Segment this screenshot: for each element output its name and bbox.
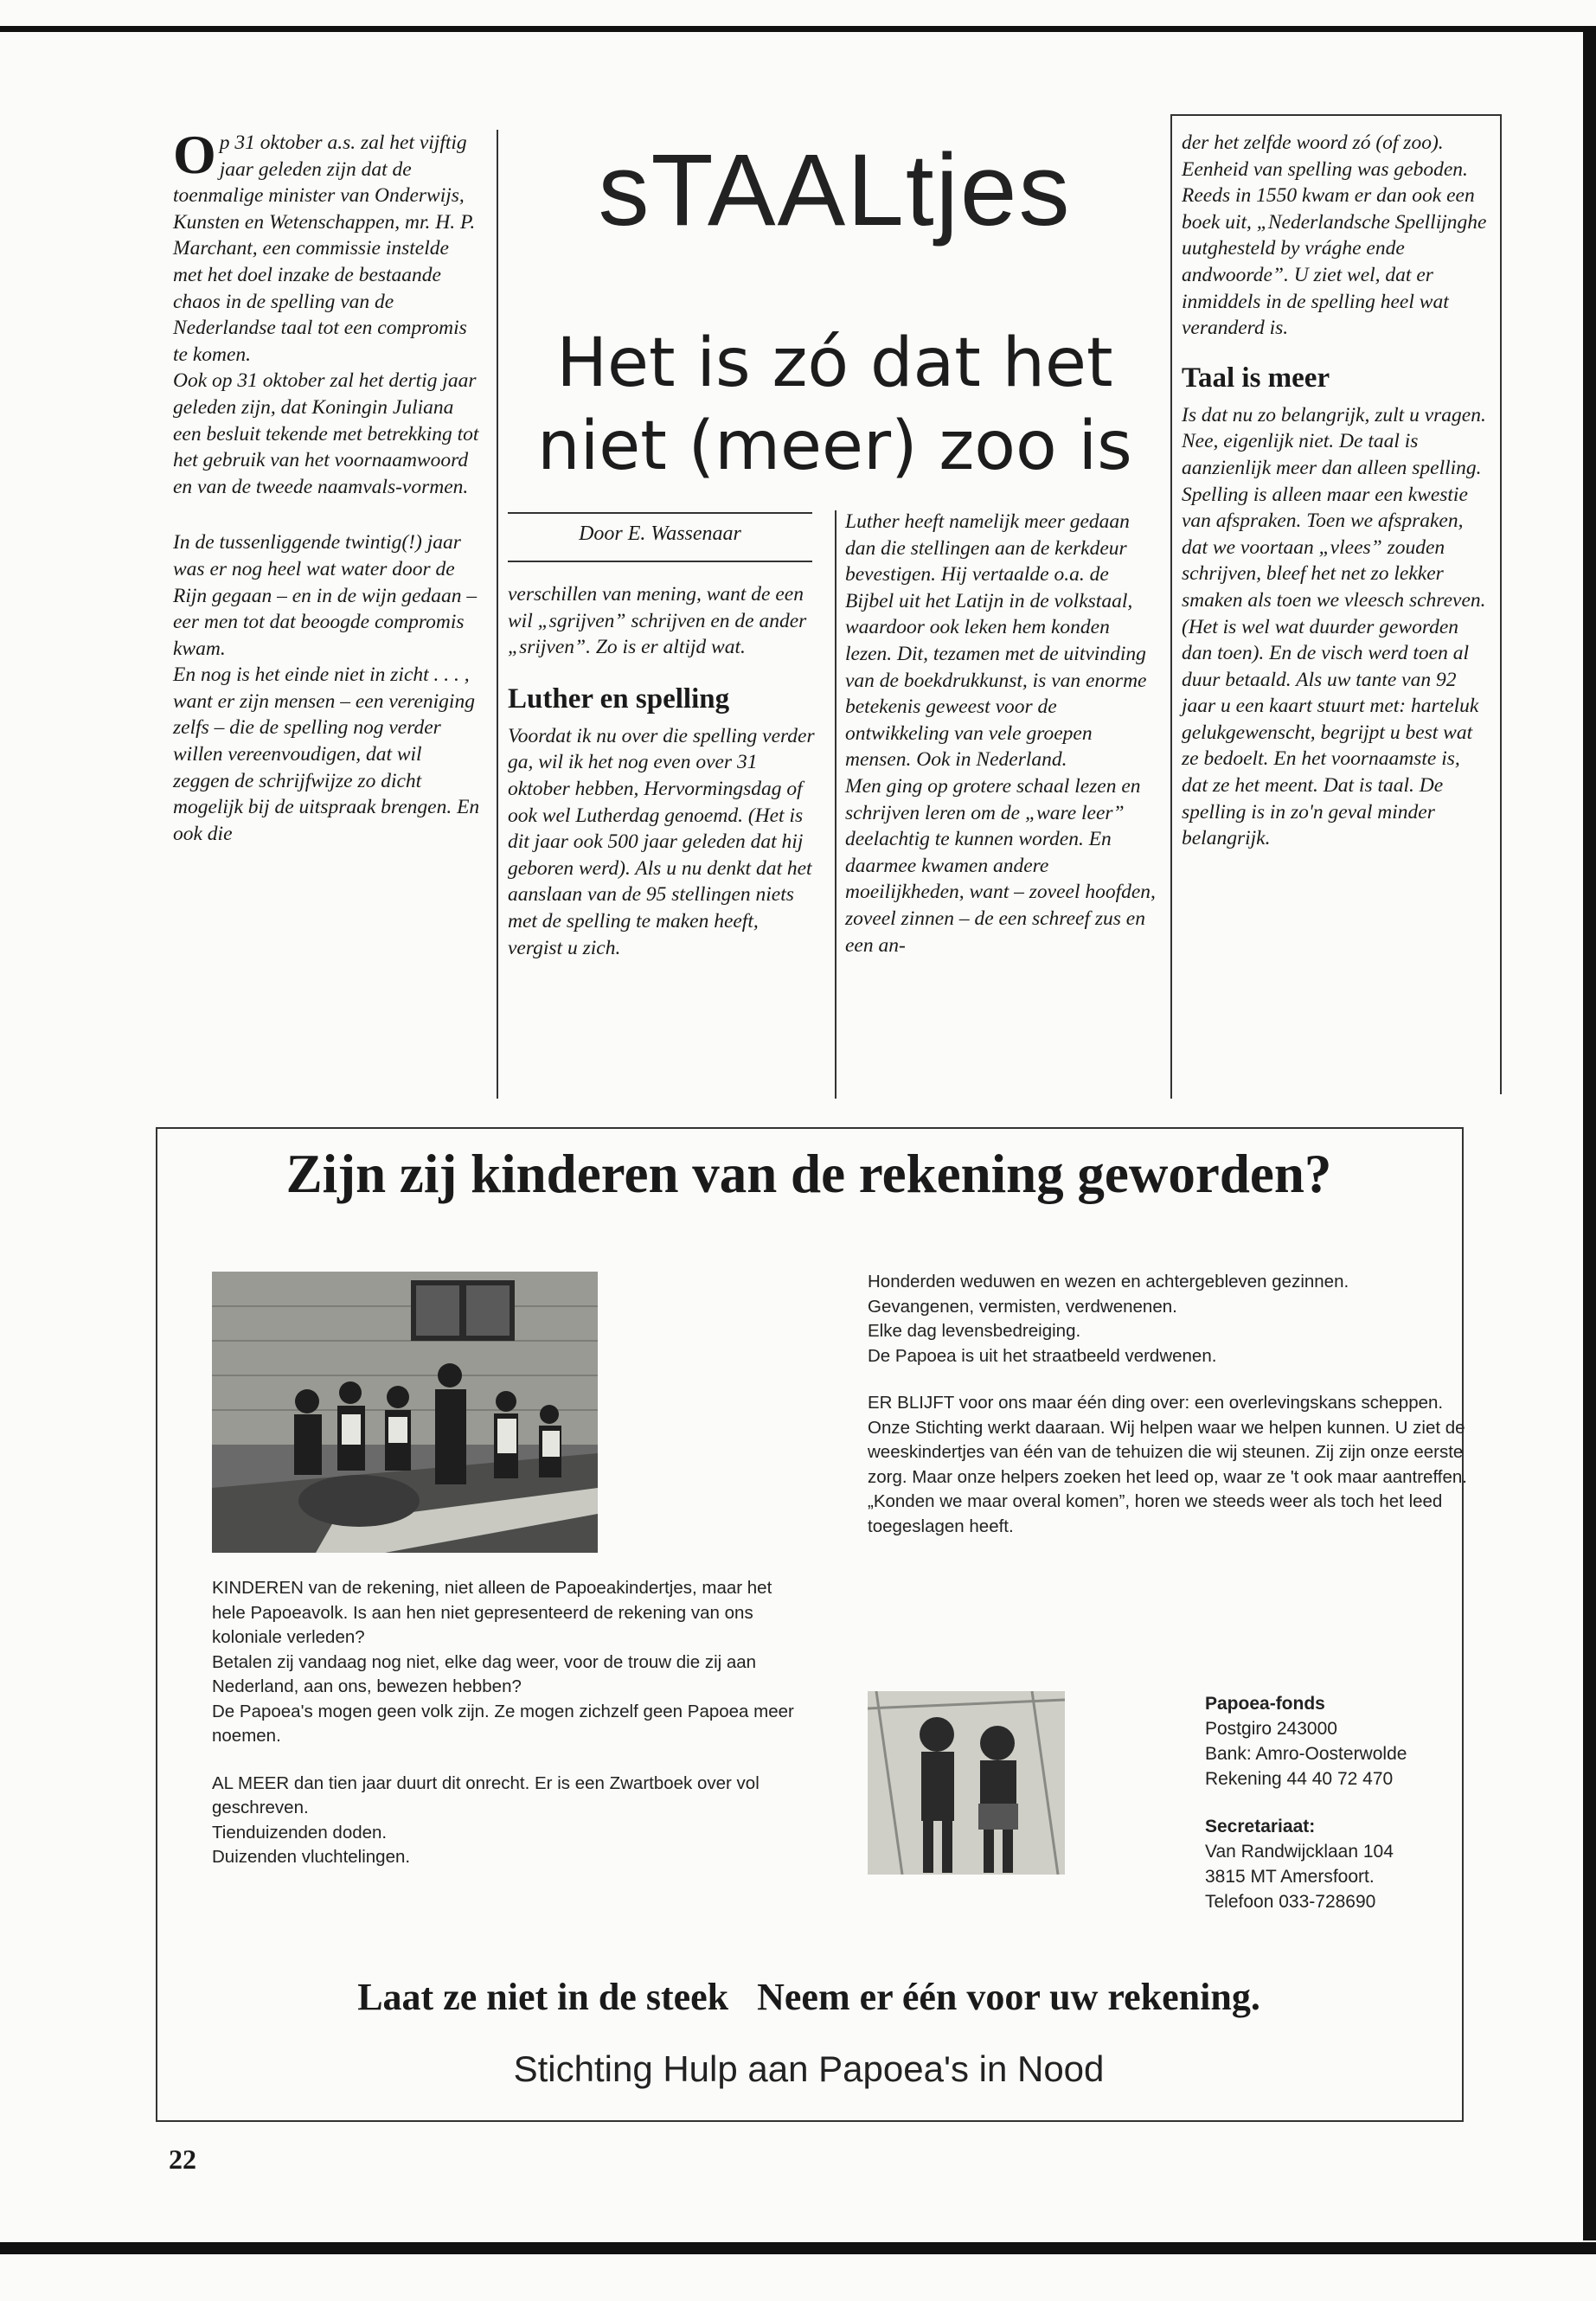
col4-paragraph-1: der het zelfde woord zó (of zoo). Eenheid van spelling was geboden. Reeds in 1550 kwam er dan ook een boek uit, „Nederlandsche Spellijnghe uutghesteld by vrághe ende andwoorde”. U ziet wel, dat er inmiddels in de spelling heel wat veranderd is. xyxy=(1182,131,1487,340)
col1-paragraph-3: In de tussenliggende twintig(!) jaar was er nog heel wat water door de Rijn gegaan – en in de wijn gedaan – eer men tot dat beoogde compromis kwam. xyxy=(173,531,478,660)
ad-left-p4: AL MEER dan tien jaar duurt dit onrecht. Er is een Zwartboek over vol geschreven. xyxy=(212,1772,760,1817)
contact-block xyxy=(1205,1691,1465,1914)
ad-right-p2: Gevangenen, vermisten, verdwenenen. xyxy=(868,1296,1177,1317)
page-number: 22 xyxy=(169,2144,196,2175)
orphanage-photo-illustration xyxy=(212,1272,598,1553)
drop-cap: O xyxy=(173,124,216,185)
column-divider-3 xyxy=(1170,114,1172,1099)
byline: Door E. Wassenaar xyxy=(579,522,741,545)
col3-paragraph-1: Luther heeft namelijk meer gedaan dan die stellingen aan de kerkdeur bevestigen. Hij vertaalde o.a. de Bijbel uit het Latijn in de volkstaal, waardoor ook leken hem konden lezen. Dit, tezamen met de uitvinding van de boekdrukkunst, is van enorme betekenis geweest voor de ontwikkeling van vele groepen mensen. Ook in Nederland. xyxy=(845,510,1147,772)
article-column-4 xyxy=(1182,130,1490,852)
ad-right-text xyxy=(868,1270,1473,1539)
bottom-border-rule xyxy=(0,2242,1596,2254)
top-border-rule xyxy=(0,26,1596,32)
subhead-taal: Taal is meer xyxy=(1182,362,1330,394)
secretariat-street: Van Randwijcklaan 104 xyxy=(1205,1842,1394,1862)
col1-paragraph-1: Op 31 oktober a.s. zal het vijftig jaar geleden zijn dat de toenmalige minister van Onderwijs, Kunsten en Wetenschappen, mr. H. P. Marchant, een commissie instelde met het doel inzake de bestaande chaos in de spelling van de Nederlandse taal tot een compromis te komen. xyxy=(173,124,476,366)
col3-paragraph-2: Men ging op grotere schaal lezen en schrijven leren om de „ware leer” deelachtig te kunnen worden. En daarmee kwamen andere moeilijkheden, want – zoveel hoofden, zoveel zinnen – de een schreef zus en een an- xyxy=(845,774,1156,957)
col4-paragraph-2: Is dat nu zo belangrijk, zult u vragen. Nee, eigenlijk niet. De taal is aanzienlijk meer dan alleen spelling. Spelling is alleen maar een kwestie van afspraken. Toen we afspraken, dat we voortaan „vlees” zouden schrijven, bleef het net zo lekker smaken als toen we vleesch schreven. (Het is wel wat duurder geworden dan toen). En de visch werd toen al duur betaald. Als uw tante van 92 jaar u een kaart stuurt met: harteluk gelukgewenscht, begrijpt u best wat ze bedoelt. En het voornaamste is, dat ze het meent. Dat is taal. De spelling is in zo'n geval minder belangrijk. xyxy=(1182,403,1486,850)
right-border-rule xyxy=(1583,26,1596,2240)
col4-top-rule xyxy=(1172,114,1501,116)
article-headline: Het is zó dat het niet (meer) zoo is xyxy=(537,324,1132,485)
ad-left-p3: De Papoea's mogen geen volk zijn. Ze mogen zichzelf geen Papoea meer noemen. xyxy=(212,1701,794,1746)
ad-left-p1: KINDEREN van de rekening, niet alleen de Papoeakindertjes, maar het hele Papoeavolk. Is aan hen niet gepresenteerd de rekening van ons koloniale verleden? xyxy=(212,1578,772,1647)
col2-intro: verschillen van mening, want de een wil „sgrijven” schrijven en de ander „srijven”. Zo is er altijd wat. xyxy=(508,583,807,659)
column-divider-1 xyxy=(497,130,498,1099)
col1-paragraph-2: Ook op 31 oktober zal het dertig jaar geleden zijn, dat Koningin Juliana een besluit tekende met betrekking tot het gebruik van het voornaamwoord en van de tweede naamvals-vormen. xyxy=(173,369,479,498)
column-logo: sTAALtjes xyxy=(598,133,1072,247)
byline-top-rule xyxy=(508,512,812,514)
article-column-1 xyxy=(173,124,481,847)
ad-left-p2: Betalen zij vandaag nog niet, elke dag weer, voor de trouw die zij aan Nederland, aan ons, bewezen hebben? xyxy=(212,1651,757,1696)
ad-right-p4: De Papoea is uit het straatbeeld verdwenen. xyxy=(868,1345,1217,1366)
fund-title: Papoea-fonds xyxy=(1205,1694,1325,1714)
ad-left-p6: Duizenden vluchtelingen. xyxy=(212,1847,411,1867)
fund-account: Rekening 44 40 72 470 xyxy=(1205,1769,1394,1789)
ad-headline: Zijn zij kinderen van de rekening geworden? xyxy=(285,1144,1332,1204)
foundation-name: Stichting Hulp aan Papoea's in Nood xyxy=(513,2048,1105,2089)
photo-two-children xyxy=(868,1691,1065,1875)
children-photo-illustration xyxy=(868,1691,1065,1875)
col1-paragraph-4: En nog is het einde niet in zicht . . . , want er zijn mensen – een vereniging zelfs – die de spelling nog verder willen vereenvoudigen, dat wil zeggen de schrijfwijze zo dicht mogelijk bij de uitspraak brengen. En ook die xyxy=(173,663,480,845)
ad-right-p5: ER BLIJFT voor ons maar één ding over: een overlevingskans scheppen. Onze Stichting werkt daaraan. Wij helpen waar we helpen kunnen. U ziet de weeskindertjes van één van de tehuizen die wij steunen. Zij zijn onze eerste zorg. Maar onze helpers zoeken het leed op, waar ze 't ook maar aantreffen. „Konden we maar overal komen”, horen we steeds weer als toch het leed toegeslagen heeft. xyxy=(868,1393,1467,1536)
ad-left-p5: Tienduizenden doden. xyxy=(212,1822,388,1843)
subhead-luther: Luther en spelling xyxy=(508,683,730,715)
column-divider-2 xyxy=(835,510,836,1099)
col4-right-rule xyxy=(1500,114,1502,1094)
fund-giro: Postgiro 243000 xyxy=(1205,1719,1337,1739)
byline-bottom-rule xyxy=(508,561,812,562)
article-column-2 xyxy=(508,581,817,961)
fund-bank: Bank: Amro-Oosterwolde xyxy=(1205,1744,1407,1764)
article-column-3 xyxy=(845,509,1157,958)
ad-right-p3: Elke dag levensbedreiging. xyxy=(868,1321,1081,1341)
photo-children-at-orphanage xyxy=(212,1272,598,1553)
secretariat-title: Secretariaat: xyxy=(1205,1817,1316,1836)
ad-right-p1: Honderden weduwen en wezen en achtergebleven gezinnen. xyxy=(868,1272,1349,1292)
ad-left-text xyxy=(212,1576,809,1870)
secretariat-city: 3815 MT Amersfoort. xyxy=(1205,1867,1375,1887)
col2-body: Voordat ik nu over die spelling verder ga, wil ik het nog even over 31 oktober hebben, Hervormingsdag of ook wel Lutherdag genoemd. (Het is dit jaar ook 500 jaar geleden dat hij geboren werd). Als u nu denkt dat het aanslaan van de 95 stellingen niets met de spelling te maken heeft, vergist u zich. xyxy=(508,724,815,959)
secretariat-phone: Telefoon 033-728690 xyxy=(1205,1892,1376,1912)
ad-slogan: Laat ze niet in de steek Neem er één voor uw rekening. xyxy=(357,1976,1260,2018)
